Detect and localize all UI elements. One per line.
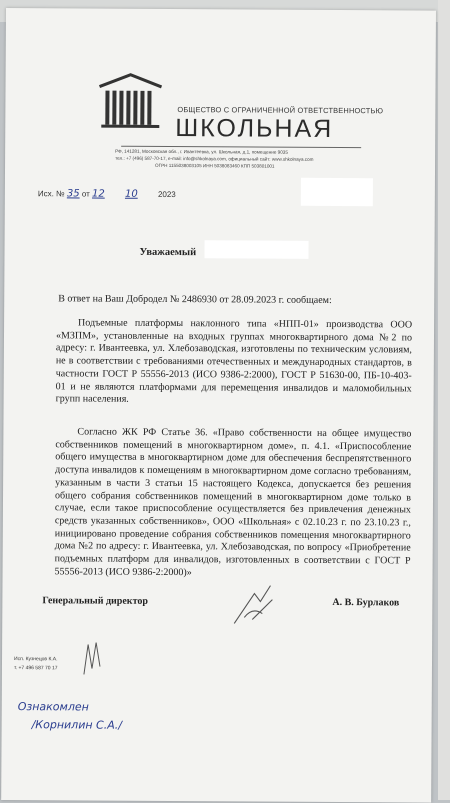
executor-block bbox=[14, 655, 58, 673]
executor-phone: т. +7 496 587 70 17 bbox=[13, 665, 58, 672]
outgoing-prefix: Исх. № bbox=[37, 189, 65, 199]
note-line-2: /Корнилин С.А./ bbox=[31, 718, 123, 732]
executor-signature bbox=[80, 638, 104, 678]
outgoing-day: 12 bbox=[91, 188, 105, 200]
outgoing-from: от bbox=[81, 189, 90, 199]
company-ids: ОГРН 1155038003105 ИНН 5038083460 КПП 503801001 bbox=[155, 162, 275, 169]
company-name: ШКОЛЬНАЯ bbox=[175, 114, 334, 144]
outgoing-ref bbox=[38, 188, 176, 200]
company-org-type: ОБЩЕСТВО С ОГРАНИЧЕННОЙ ОТВЕТСТВЕННОСТЬЮ bbox=[177, 105, 384, 116]
company-address: РФ, 141281, Московская обл., г. Ивантеевка, ул. Школьная, д.1, помещение 9035 bbox=[115, 148, 288, 155]
greeting: Уважаемый bbox=[139, 246, 197, 259]
redacted-name bbox=[204, 240, 308, 259]
note-line-1: Ознакомлен bbox=[17, 700, 89, 714]
redacted-recipient bbox=[301, 178, 373, 206]
header-divider bbox=[121, 146, 361, 148]
executor-name: Исп. Кузнецов К.А. bbox=[14, 656, 58, 663]
handwritten-note bbox=[18, 698, 123, 735]
paragraph-1: Подъемные платформы наклонного типа «НПП-01» производства ООО «МЗПМ», установленные на входных группах многоквартирного дома №2 по адресу: г. Ивантеевка, ул. Хлебозаводская, изготовлены по техническим условиям, не в соответствии с требованиями отечественных и международных стандартов, в частности ГОСТ Р 55556-2013 (ИСО 9386-2:2000), ГОСТ Р 51630-00, ПБ-10-403-01 и не являются платформами для перемещения инвалидов и маломобильных групп населения. bbox=[55, 317, 413, 405]
paragraph-2: Согласно ЖК РФ Статье 36. «Право собственности на общее имущество собственников помещений в многоквартирном доме», п. 4.1. «Приспособление общего имущества в многоквартирном доме для обеспечения беспрепятственного доступа инвалидов к помещениям в многоквартирном доме согласно требованиям, указанным в части 3 статьи 15 настоящего Кодекса, допускается без решения общего собрания собственников помещений в многоквартирном доме только в случае, если такое приспособление осуществляется без привлечения денежных средств указанных собственников», ООО «Школьная» с 02.10.23 г. по 23.10.23 г., инициировано проведение собрания собственников помещения многоквартирного дома №2 по адресу: г. Ивантеевка, ул. Хлебозаводская, по вопросу «Приобретение подъемных платформ для инвалидов, изготовленных в соответствии с ГОСТ Р 55556-2013 (ИСО 9386-2:2000)» bbox=[54, 426, 412, 578]
outgoing-number: 35 bbox=[66, 188, 80, 200]
company-contacts: тел.: +7 (496) 587-70-17, e-mail: info@shkolnaya.com, официальный сайт: www.shkolnaya.com bbox=[115, 155, 314, 162]
signatory-title: Генеральный директор bbox=[42, 595, 148, 607]
background-right bbox=[438, 0, 450, 800]
director-signature bbox=[224, 579, 284, 629]
outgoing-year: 2023 bbox=[157, 189, 176, 200]
signatory-name: А. В. Бурлаков bbox=[332, 597, 400, 609]
outgoing-month: 10 bbox=[124, 188, 138, 200]
building-logo-icon bbox=[97, 73, 163, 129]
letter-page bbox=[1, 8, 436, 803]
intro-line: В ответ на Ваш Добродел № 2486930 от 28.09.2023 г. сообщаем: bbox=[58, 293, 332, 306]
